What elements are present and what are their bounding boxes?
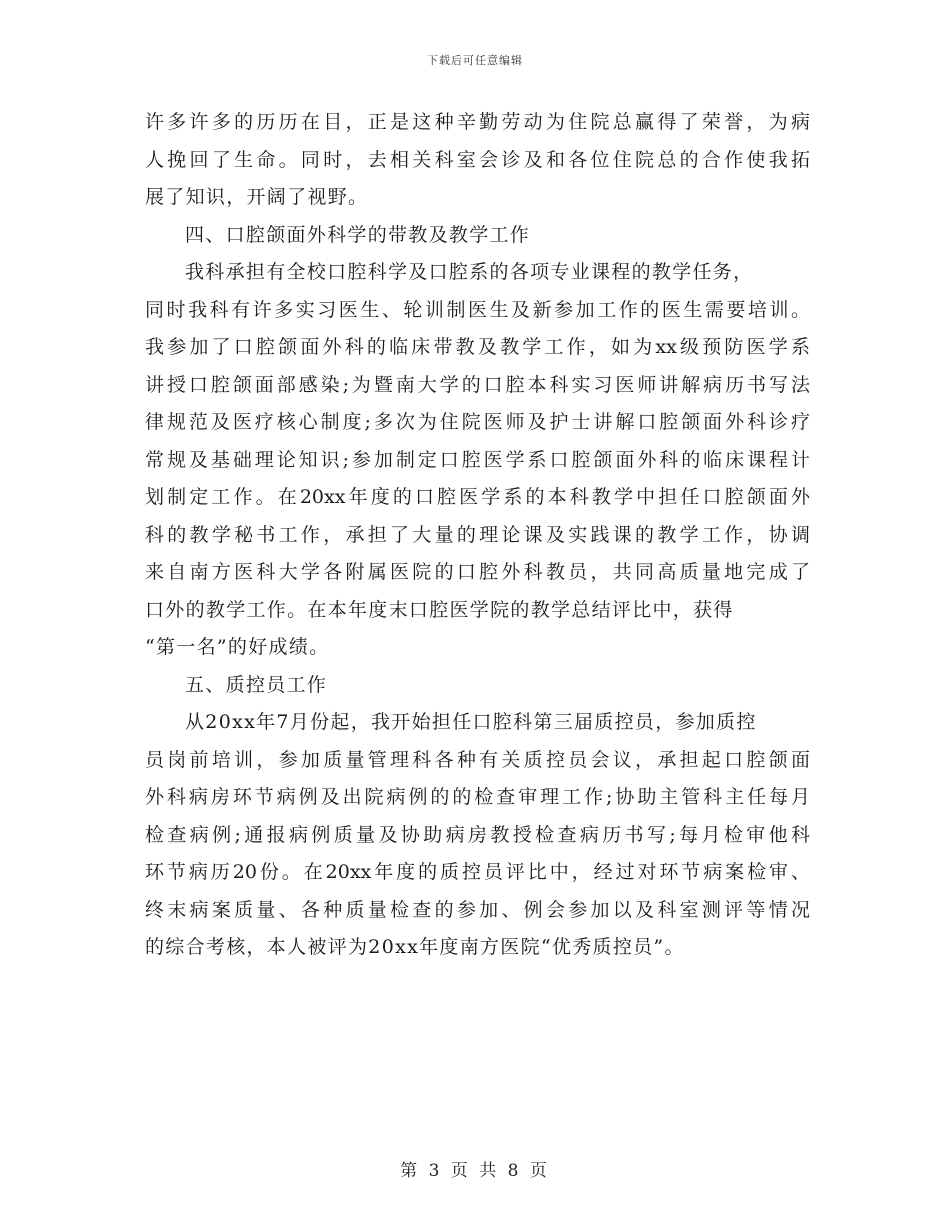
paragraph-line: 终末病案质量、各种质量检查的参加、例会参加以及科室测评等情况 <box>145 898 810 921</box>
paragraph-line: 许多许多的历历在目，正是这种辛勤劳动为住院总赢得了荣誉，为病 <box>145 111 810 133</box>
document-body <box>145 104 810 967</box>
paragraph-line: 我科承担有全校口腔科学及口腔系的各项专业课程的教学任务， <box>185 261 754 283</box>
paragraph-line: 检查病例;通报病例质量及协助病房教授检查病历书写;每月检审他科 <box>145 823 810 846</box>
paragraph-line: 科的教学秘书工作，承担了大量的理论课及实践课的教学工作，协调 <box>145 523 810 546</box>
paragraph-line: 常规及基础理论知识;参加制定口腔医学系口腔颌面外科的临床课程计 <box>145 448 810 471</box>
page-header-note: 下载后可任意编辑 <box>427 54 523 67</box>
paragraph-line: 的综合考核，本人被评为20xx年度南方医院“优秀质控员”。 <box>145 936 685 958</box>
paragraph-line: 口外的教学工作。在本年度末口腔医学院的教学总结评比中，获得 <box>145 598 734 621</box>
paragraph-line: 律规范及医疗核心制度;多次为住院医师及护士讲解口腔颌面外科诊疗 <box>145 411 810 433</box>
paragraph-line: 展了知识，开阔了视野。 <box>145 186 369 208</box>
paragraph-line: 外科病房环节病例及出院病例的的检查审理工作;协助主管科主任每月 <box>145 786 810 808</box>
paragraph-line: “第一名”的好成绩。 <box>145 636 330 658</box>
page-number: 第 3 页 共 8 页 <box>400 1161 550 1181</box>
paragraph-line: 划制定工作。在20xx年度的口腔医学系的本科教学中担任口腔颌面外 <box>145 486 810 508</box>
paragraph-line: 人挽回了生命。同时，去相关科室会诊及和各位住院总的合作使我拓 <box>145 148 810 171</box>
paragraph-line: 来自南方医科大学各附属医院的口腔外科教员，共同高质量地完成了 <box>145 561 810 583</box>
paragraph-line: 环节病历20份。在20xx年度的质控员评比中，经过对环节病案检审、 <box>145 861 810 883</box>
paragraph-line: 员岗前培训，参加质量管理科各种有关质控员会议，承担起口腔颌面 <box>145 748 810 771</box>
section-heading: 四、口腔颌面外科学的带教及教学工作 <box>185 223 531 246</box>
paragraph-line: 讲授口腔颌面部感染;为暨南大学的口腔本科实习医师讲解病历书写法 <box>145 373 810 396</box>
section-heading: 五、质控员工作 <box>185 673 328 696</box>
paragraph-line: 同时我科有许多实习医生、轮训制医生及新参加工作的医生需要培训。 <box>145 298 810 321</box>
paragraph-line: 从20xx年7月份起，我开始担任口腔科第三届质控员，参加质控 <box>185 711 757 733</box>
paragraph-line: 我参加了口腔颌面外科的临床带教及教学工作，如为xx级预防医学系 <box>145 336 810 358</box>
